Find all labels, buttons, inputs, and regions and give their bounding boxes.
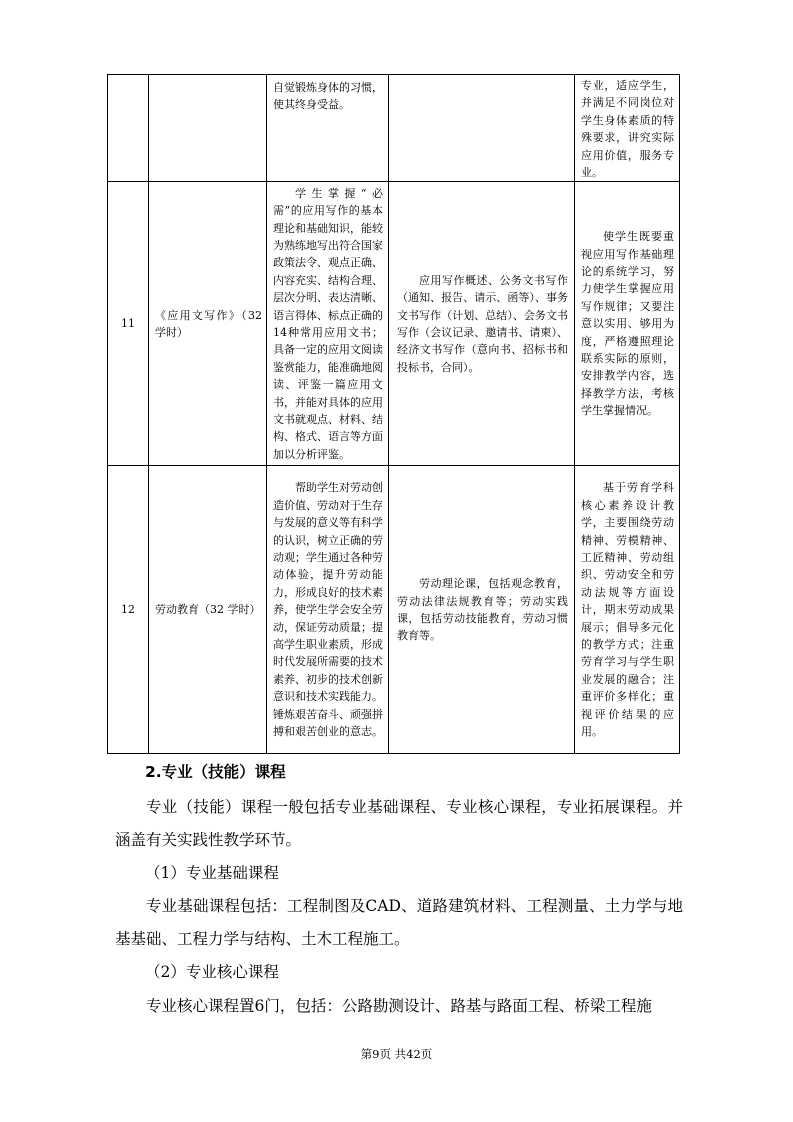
objective-text: 帮助学生对劳动创造价值、劳动对于生存与发展的意义等有科学的认识，树立正确的劳动观；学生通过各种劳动体验，提升劳动能力，形成良好的技术素养，使学生学会安全劳动，保证劳动质量；提高学生职业素质，形成时代发展所需要的技术素养、初步的技术创新意识和技术实践能力。锤炼艰苦奋斗、顽强拼搏和艰苦创业的意志。 [273,481,383,739]
content-text: 应用写作概述、公务文书写作（通知、报告、请示、函等）、事务文书写作（计划、总结）、会务文书写作（会议记录、邀请书、请柬）、经济文书写作（意向书、招标书和投标书，合同）。 [397,273,568,374]
requirement-text: 使学生既要重视应用写作基础理论的系统学习，努力使学生掌握应用写作规律；又要注意以实用、够用为度，严格遵照理论联系实际的原则，安排教学内容，选择教学方法，考核学生掌握情况。 [581,230,674,418]
paragraph: 专业（技能）课程一般包括专业基础课程、专业核心课程，专业拓展课程。并涵盖有关实践性教学环节。 [115,798,683,849]
table-cell-objective [267,75,389,182]
requirement-text: 基于劳育学科核心素养设计教学，主要围绕劳动精神、劳模精神、工匠精神、劳动组织、劳动安全和劳动法规等方面设计，期末劳动成果展示；倡导多元化的教学方式；注重劳育学习与学生职业发展的融合；注重评价多样化；重视评价结果的应用。 [581,481,674,739]
subheading: （1）专业基础课程 [145,864,279,882]
table-cell-name [149,75,267,182]
table-cell-num: 12 [108,466,149,754]
table-cell-requirement [575,466,680,754]
section-heading: 2.专业（技能）课程 [145,763,286,781]
table-row [108,182,680,466]
objective-text: 学生掌握“必需”的应用写作的基本理论和基础知识，能较为熟练地写出符合国家政策法令、观点正确、内容充实、结构合理、层次分明、表达清晰、语言得体、标点正确的14种常用应用文书；具备一定的应用文阅读鉴赏能力，能准确地阅读、评鉴一篇应用文书，并能对具体的应用文书就观点、材料、结构、格式、语言等方面加以分析评鉴。 [273,186,383,461]
table-cell-name: 《应用文写作》（32学时） [149,182,267,466]
page-footer: 第9页 共42页 [360,1047,433,1061]
table-cell-num: 11 [108,182,149,466]
table-cell-name: 劳动教育（32 学时） [149,466,267,754]
course-table [107,74,680,754]
requirement-text: 专业，适应学生，并满足不同岗位对学生身体素质的特殊要求，讲究实际应用价值，服务专业。 [581,79,674,180]
paragraph: 专业核心课程置6门，包括：公路勘测设计、路基与路面工程、桥梁工程施 [146,997,652,1015]
paragraph: 专业基础课程包括：工程制图及CAD、道路建筑材料、工程测量、土力学与地基基础、工程力学与结构、土木工程施工。 [115,897,683,948]
content-text: 劳动理论课，包括观念教育，劳动法律法规教育等；劳动实践课，包括劳动技能教育，劳动习惯教育等。 [397,577,568,643]
table-cell-objective [267,182,389,466]
table-row [108,466,680,754]
table-row [108,75,680,182]
subheading: （2）专业核心课程 [145,963,279,981]
table-cell-requirement [575,182,680,466]
table-cell-num [108,75,149,182]
objective-text: 自觉锻炼身体的习惯，使其终身受益。 [273,81,383,112]
table-cell-content [389,75,575,182]
table-cell-content [389,182,575,466]
table-cell-content [389,466,575,754]
table-cell-requirement [575,75,680,182]
table-cell-objective [267,466,389,754]
